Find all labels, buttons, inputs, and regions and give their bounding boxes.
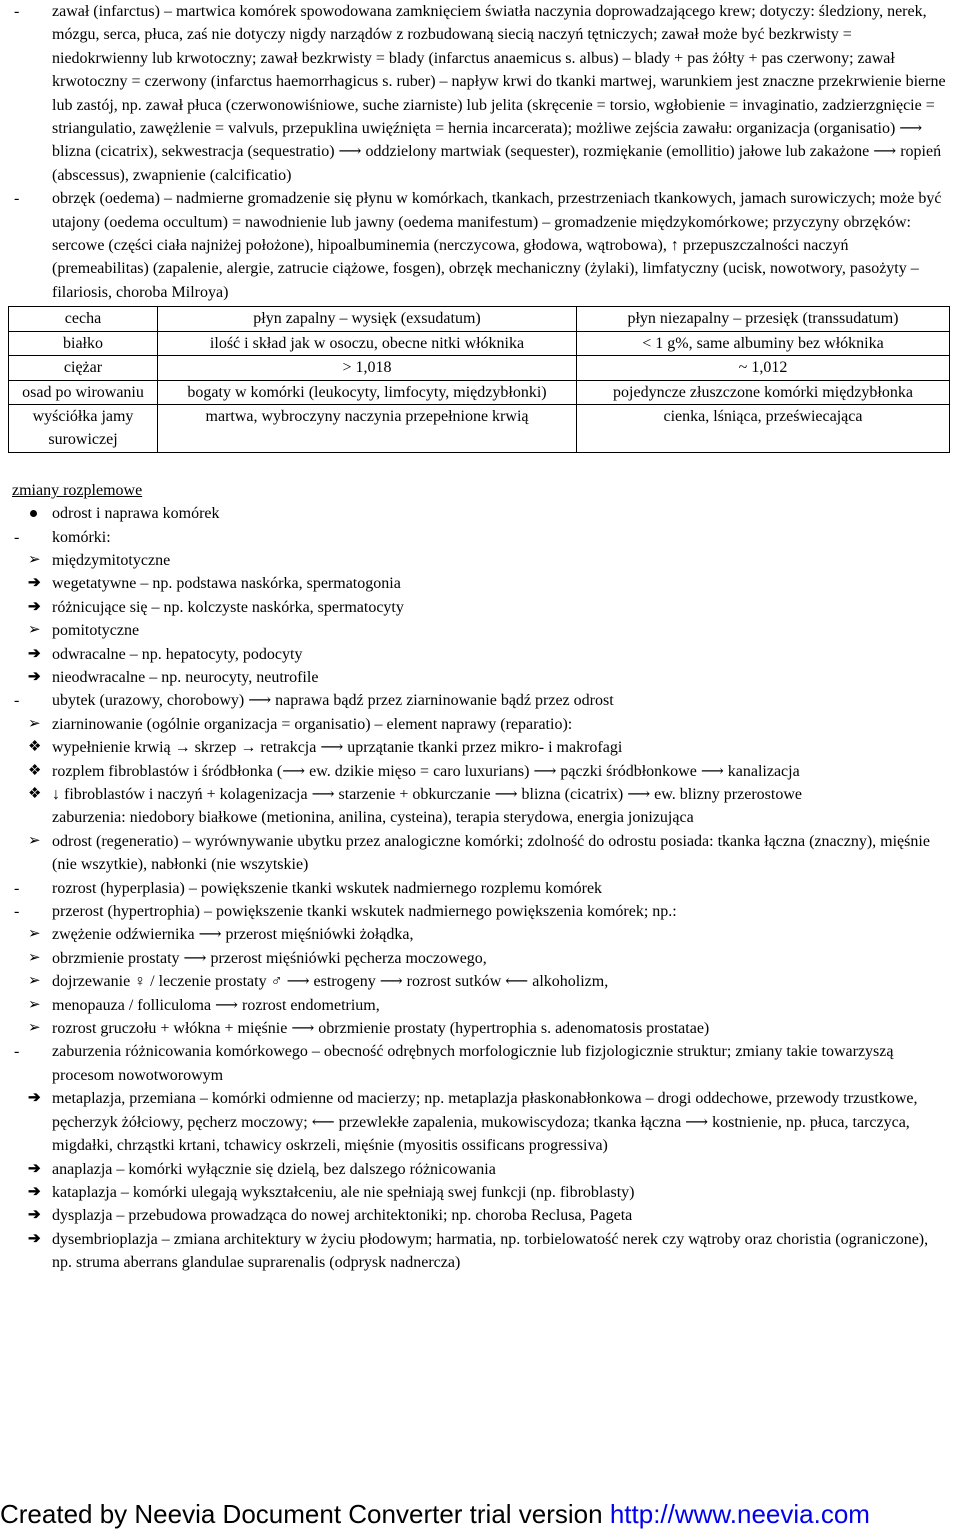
four-diamond-bullet-icon: ❖ [28, 786, 42, 802]
list-item [12, 1181, 946, 1204]
list-item [12, 502, 946, 525]
list-item-text: nieodwracalne – np. neurocyty, neutrofile [52, 668, 319, 686]
list-item [12, 549, 946, 572]
converter-watermark [0, 1497, 960, 1531]
list-item [12, 526, 946, 549]
table-cell: martwa, wybroczyny naczynia przepełnione krwią [158, 404, 577, 452]
list-item [12, 689, 946, 712]
table-row [9, 404, 950, 452]
proliferative-changes-list [12, 502, 946, 1274]
list-item [12, 947, 946, 970]
list-item-text: anaplazja – komórki wyłącznie się dzielą, bez dalszego różnicowania [52, 1160, 496, 1178]
table-cell: pojedyncze złuszczone komórki międzybłonka [577, 380, 950, 404]
table-cell: ilość i skład jak w osoczu, obecne nitki włóknika [158, 331, 577, 355]
bold-arrow-bullet-icon: ➔ [28, 1183, 41, 1200]
triangle-arrowhead-bullet-icon: ➢ [28, 622, 41, 639]
dash-bullet: - [14, 190, 20, 208]
triangle-arrowhead-bullet-icon: ➢ [28, 926, 41, 943]
bold-arrow-bullet-icon: ➔ [28, 668, 41, 685]
dash-bullet: - [14, 903, 20, 921]
list-item [12, 643, 946, 666]
list-item-text: ziarninowanie (ogólnie organizacja = organisatio) – element naprawy (reparatio): [52, 715, 573, 733]
list-item [12, 1017, 946, 1040]
table-row [9, 331, 950, 355]
table-cell: wyściółka jamy surowiczej [9, 404, 158, 452]
four-diamond-bullet-icon: ❖ [28, 739, 42, 756]
list-item [12, 923, 946, 946]
empty-bullet [12, 806, 52, 829]
table-cell: > 1,018 [158, 356, 577, 380]
table-row [9, 356, 950, 380]
list-item-text: rozrost gruczołu + włókna + mięśnie ⟶ obrzmienie prostaty (hypertrophia s. adenomatosis prostatae) [52, 1020, 710, 1038]
four-diamond-bullet-icon: ❖ [28, 762, 42, 779]
triangle-arrowhead-bullet-icon: ➢ [28, 996, 41, 1013]
dash-bullet: - [14, 1043, 20, 1061]
table-cell: bogaty w komórki (leukocyty, limfocyty, międzybłonki) [158, 380, 577, 404]
triangle-arrowhead-bullet-icon: ➢ [28, 832, 41, 849]
list-item-text: dysplazja – przebudowa prowadząca do nowej architektoniki; np. choroba Reclusa, Pageta [52, 1207, 633, 1225]
list-item-text: wypełnienie krwią → skrzep → retrakcja ⟶ uprzątanie tkanki przez mikro- i makrofagi [52, 739, 623, 757]
list-item-text: pomitotyczne [52, 622, 140, 640]
list-item-text: międzymitotyczne [52, 551, 171, 569]
list-item [12, 572, 946, 595]
list-item [12, 1087, 946, 1157]
dash-bullet: - [14, 528, 20, 546]
list-item [12, 713, 946, 736]
list-item-text: ↓ fibroblastów i naczyń + kolagenizacja ⟶ starzenie + obkurczanie ⟶ blizna (cicatrix) ⟶ ew. blizny przerostowe [52, 786, 802, 803]
table-header-cell: płyn zapalny – wysięk (exsudatum) [158, 307, 577, 331]
list-item-text: metaplazja, przemiana – komórki odmienne od macierzy; np. metaplazja płaskonabłonkowa – drogi oddechowe, przewody trzustkowe, pęcherzyk żółciowy, pęcherz moczowy; ⟵ przewlekłe zapalenia, mukowiscydoza; tkanka łączna ⟶ kostnienie, np. płuca, tarczyca, migdałki, chrząstki krtani, tchawicy oskrzeli, mięśnie (myositis ossificans progressiva) [52, 1090, 918, 1155]
table-row [9, 380, 950, 404]
table-cell: osad po wirowaniu [9, 380, 158, 404]
list-item-text: odrost (regeneratio) – wyrównywanie ubytku przez analogiczne komórki; zdolność do odrostu posiada: tkanka łączna (znaczny), mięśnie (nie wszytkie), nabłonki (nie wszytskie) [52, 832, 930, 874]
triangle-arrowhead-bullet-icon: ➢ [28, 973, 41, 990]
table-cell: cienka, lśniąca, przeświecająca [577, 404, 950, 452]
table-header-cell: cecha [9, 307, 158, 331]
list-item-text: menopauza / folliculoma ⟶ rozrost endometrium, [52, 996, 380, 1014]
triangle-arrowhead-bullet-icon: ➢ [28, 949, 41, 966]
bold-arrow-bullet-icon: ➔ [28, 1160, 41, 1177]
watermark-link[interactable]: http://www.neevia.com [609, 1499, 870, 1529]
bold-arrow-bullet-icon: ➔ [28, 1090, 41, 1107]
table-header-cell: płyn niezapalny – przesięk (transsudatum) [577, 307, 950, 331]
list-item [12, 1040, 946, 1087]
list-item [12, 760, 946, 783]
list-item-text: odwracalne – np. hepatocyty, podocyty [52, 645, 303, 663]
list-item-text: ubytek (urazowy, chorobowy) ⟶ naprawa bądź przez ziarninowanie bądź przez odrost [52, 692, 614, 710]
document-body [12, 0, 946, 1275]
list-item-text: zwężenie odźwiernika ⟶ przerost mięśniówki żołądka, [52, 926, 414, 944]
list-item [12, 666, 946, 689]
list-item-text: rozrost (hyperplasia) – powiększenie tkanki wskutek nadmiernego rozplemu komórek [52, 879, 603, 897]
list-item-text: zaburzenia różnicowania komórkowego – obecność odrębnych morfologicznie lub fizjologicznie struktur; zmiany takie towarzyszą procesom nowotworowym [52, 1043, 894, 1084]
table-cell: ciężar [9, 356, 158, 380]
list-item-text: różnicujące się – np. kolczyste naskórka, spermatocyty [52, 598, 404, 616]
table-cell: białko [9, 331, 158, 355]
paragraph-text: obrzęk (oedema) – nadmierne gromadzenie się płynu w komórkach, tkankach, przestrzeniach tkankowych, jamach surowiczych; może być utajony (oedema occultum) = nawodnienie lub jawny (oedema manifestum) – gromadzenie międzykomórkowe; przyczyny obrzęków: sercowe (części ciała najniżej położone), hipoalbuminemia (nerczycowa, głodowa, wątrobowa), ↑ przepuszczalności naczyń (premeabilitas) (zapalenie, alergie, zatrucie ciążowe, fosgen), obrzęk mechaniczny (żylaki), limfatyczny (ucisk, nowotwory, pasożyty – filariosis, choroba Milroya) [52, 190, 942, 301]
intro-item-oedema [12, 187, 946, 304]
list-item-text: obrzmienie prostaty ⟶ przerost mięśniówki pęcherza moczowego, [52, 949, 487, 967]
table-header-row [9, 307, 950, 331]
triangle-arrowhead-bullet-icon: ➢ [28, 551, 41, 568]
filled-circle-bullet-icon [12, 502, 52, 525]
bold-arrow-bullet-icon: ➔ [28, 645, 41, 662]
list-item [12, 1158, 946, 1181]
table-cell: < 1 g%, same albuminy bez włóknika [577, 331, 950, 355]
list-item-text: odrost i naprawa komórek [52, 505, 220, 523]
list-item [12, 619, 946, 642]
watermark-text: Created by Neevia Document Converter trial version [0, 1499, 610, 1529]
list-item [12, 596, 946, 619]
bold-arrow-bullet-icon: ➔ [28, 598, 41, 615]
dash-bullet: - [14, 879, 20, 897]
list-item [12, 900, 946, 923]
list-item-text: zaburzenia: niedobory białkowe (metionina, anilina, cysteina), terapia sterydowa, energia jonizująca [52, 809, 694, 827]
triangle-arrowhead-bullet-icon: ➢ [28, 715, 41, 732]
intro-item-infarct [12, 0, 946, 187]
paragraph-text: zawał (infarctus) – martwica komórek spowodowana zamknięciem światła naczynia doprowadzającego krew; dotyczy: śledziony, nerek, mózgu, serca, płuca, zaś nie dotyczy nigdy narządów z rozbudowaną siecią naczyń tętniczych; zawał może być bezkrwisty = niedokrwienny lub krwotoczny; zawał bezkrwisty = blady (infarctus anaemicus s. albus) – blady + pas żółty + pas czerwony; zawał krwotoczny = czerwony (infarctus haemorrhagicus s. ruber) – napływ krwi do tkanki martwej, warunkiem jest znaczne przekrwienie bierne lub zastój, np. zawał płuca (czerwonowiśniowe, suche ziarniste) lub jelita (skręcenie = torsio, wgłobienie = invaginatio, zadzierzgnięcie = striangulatio, zawężlenie = valvuls, przepuklina uwięźnięta = hernia incarcerata); możliwe zejścia zawału: organizacja (organisatio) ⟶ blizna (cicatrix), sekwestracja (sequestratio) ⟶ oddzielony martwiak (sequester), rozmiękanie (emollitio) jałowe lub zakażone ⟶ ropień (abscessus), zwapnienie (calcificatio) [52, 3, 946, 184]
triangle-arrowhead-bullet-icon: ➢ [28, 1020, 41, 1037]
comparison-table [8, 306, 950, 452]
bold-arrow-bullet-icon: ➔ [28, 575, 41, 592]
list-item-text: komórki: [52, 528, 111, 546]
list-item-text: rozplem fibroblastów i śródbłonka (⟶ ew. dzikie mięso = caro luxurians) ⟶ pączki śródbłonkowe ⟶ kanalizacja [52, 762, 800, 780]
list-item-text: kataplazja – komórki ulegają wykształceniu, ale nie spełniają swej funkcji (np. fibroblasty) [52, 1183, 635, 1201]
bold-arrow-bullet-icon: ➔ [28, 1230, 41, 1247]
list-item [12, 994, 946, 1017]
list-item [12, 1228, 946, 1275]
list-item [12, 877, 946, 900]
list-item-text: przerost (hypertrophia) – powiększenie tkanki wskutek nadmiernego powiększenia komórek; np.: [52, 903, 677, 921]
list-item-text: dysembrioplazja – zmiana architektury w życiu płodowym; harmatia, np. torbielowatość nerek czy wątroby oraz choristia (ograniczone), np. struma aberrans glandulae suprarenalis (odprysk nadnercza) [52, 1230, 929, 1272]
dash-bullet: - [14, 3, 20, 20]
dash-bullet: - [14, 692, 20, 710]
list-item [12, 806, 946, 829]
table-cell: ~ 1,012 [577, 356, 950, 380]
list-item-text: dojrzewanie ♀ / leczenie prostaty ♂ ⟶ estrogeny ⟶ rozrost sutków ⟵ alkoholizm, [52, 973, 609, 991]
section-title: zmiany rozplemowe [12, 481, 143, 499]
bold-arrow-bullet-icon: ➔ [28, 1207, 41, 1224]
list-item [12, 970, 946, 993]
list-item [12, 783, 946, 806]
list-item [12, 1204, 946, 1227]
list-item [12, 830, 946, 877]
list-item-text: wegetatywne – np. podstawa naskórka, spermatogonia [52, 575, 401, 593]
list-item [12, 736, 946, 759]
